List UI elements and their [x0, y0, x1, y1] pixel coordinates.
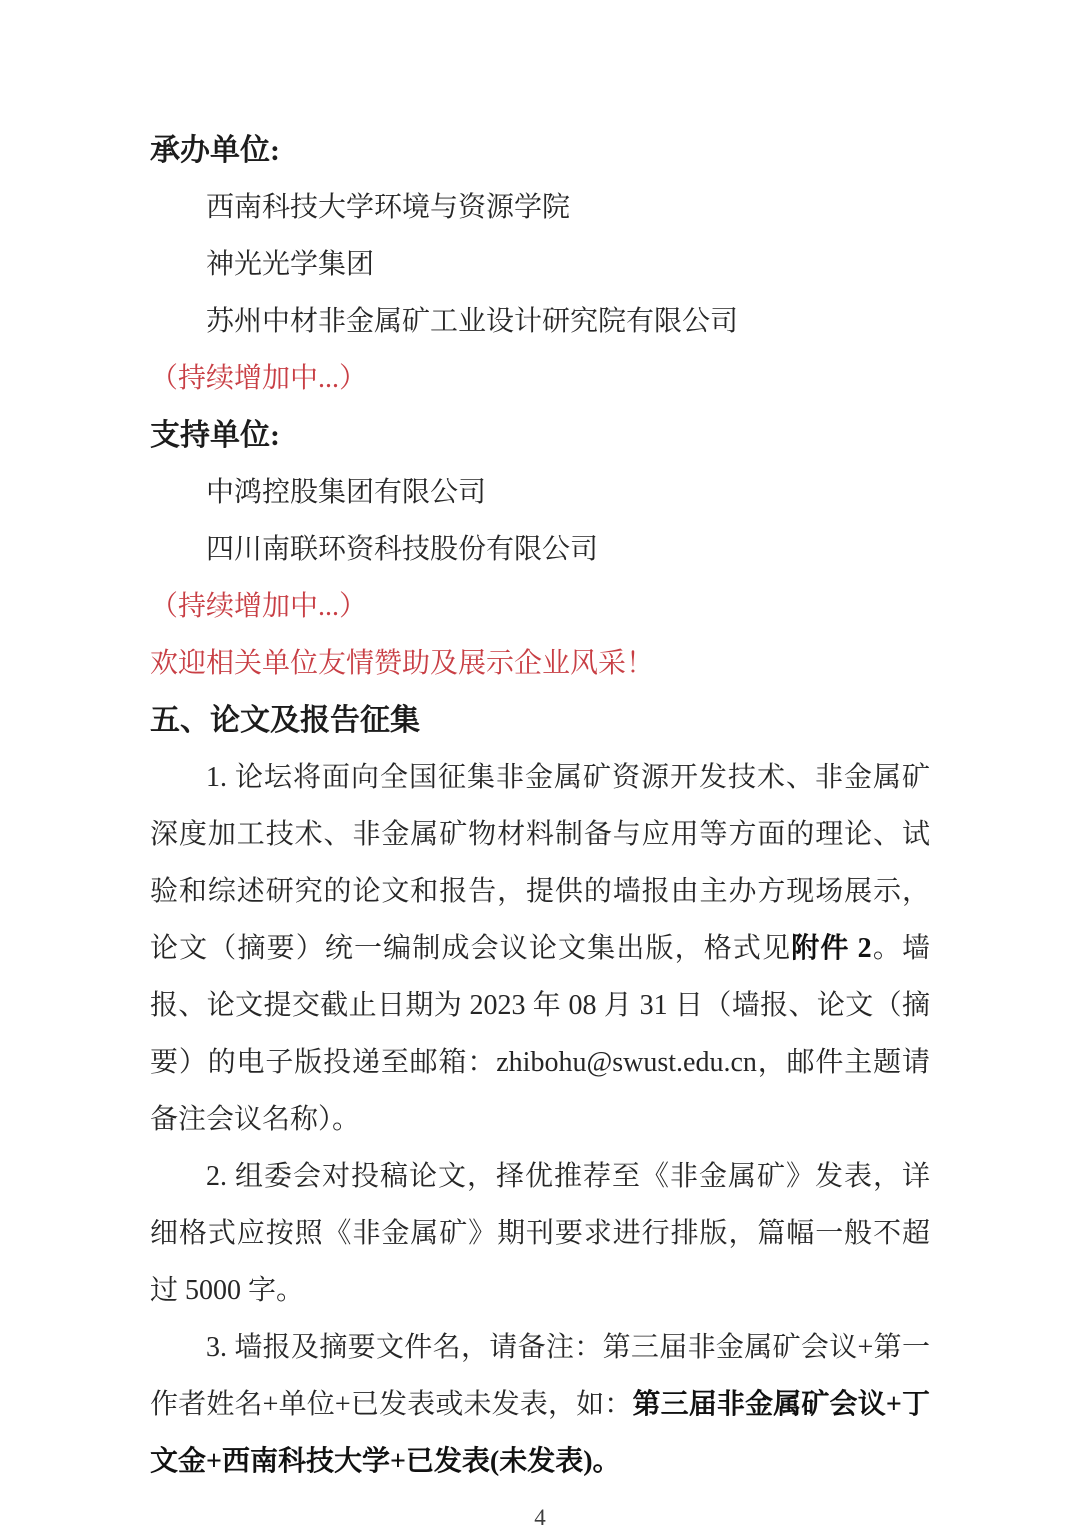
supporters-growing-note: （持续增加中...） — [150, 591, 368, 622]
organizer-item: 神光光学集团 — [206, 249, 375, 280]
supporters-heading: 支持单位: — [150, 419, 280, 452]
paragraph-text: 1. 论坛将面向全国征集非金属矿资源开发技术、非金属矿深度加工技术、非金属矿物材料制备与应用等方面的理论、试验和综述研究的论文和报告，提供的墙报由主办方现场展示，论文（摘要）统一编制成会议论文集出版，格式见 — [150, 762, 930, 964]
paragraph-text: 3. 墙报及摘要文件名，请备注：第三届非金属矿会议+第一作者姓名+单位+已发表或未发表，如： — [150, 1332, 930, 1420]
supporter-item: 中鸿控股集团有限公司 — [206, 477, 487, 508]
paragraph-call-for-papers — [150, 749, 930, 1148]
organizer-item: 西南科技大学环境与资源学院 — [206, 192, 571, 223]
organizers-growing-note: （持续增加中...） — [150, 363, 368, 394]
paragraph-filename-convention — [150, 1319, 930, 1490]
organizers-heading: 承办单位: — [150, 134, 280, 167]
section5-heading: 五、论文及报告征集 — [150, 704, 420, 737]
page-number: 4 — [534, 1505, 546, 1527]
attachment-2-reference: 附件 2 — [791, 933, 872, 964]
filename-example: 第三届非金属矿会议+丁文金+西南科技大学+已发表(未发表)。 — [150, 1389, 930, 1477]
supporter-item: 四川南联环资科技股份有限公司 — [206, 534, 599, 565]
paragraph-text: 。墙报、论文提交截止日期为 2023 年 08 月 31 日（墙报、论文（摘要）的电子版投递至邮箱：zhibohu@swust.edu.cn，邮件主题请备注会议名称）。 — [150, 933, 930, 1135]
paragraph-journal-recommendation: 2. 组委会对投稿论文，择优推荐至《非金属矿》发表，详细格式应按照《非金属矿》期刊要求进行排版，篇幅一般不超过 5000 字。 — [150, 1161, 930, 1306]
sponsor-welcome-note: 欢迎相关单位友情赞助及展示企业风采！ — [150, 648, 655, 679]
organizer-item: 苏州中材非金属矿工业设计研究院有限公司 — [206, 306, 739, 337]
